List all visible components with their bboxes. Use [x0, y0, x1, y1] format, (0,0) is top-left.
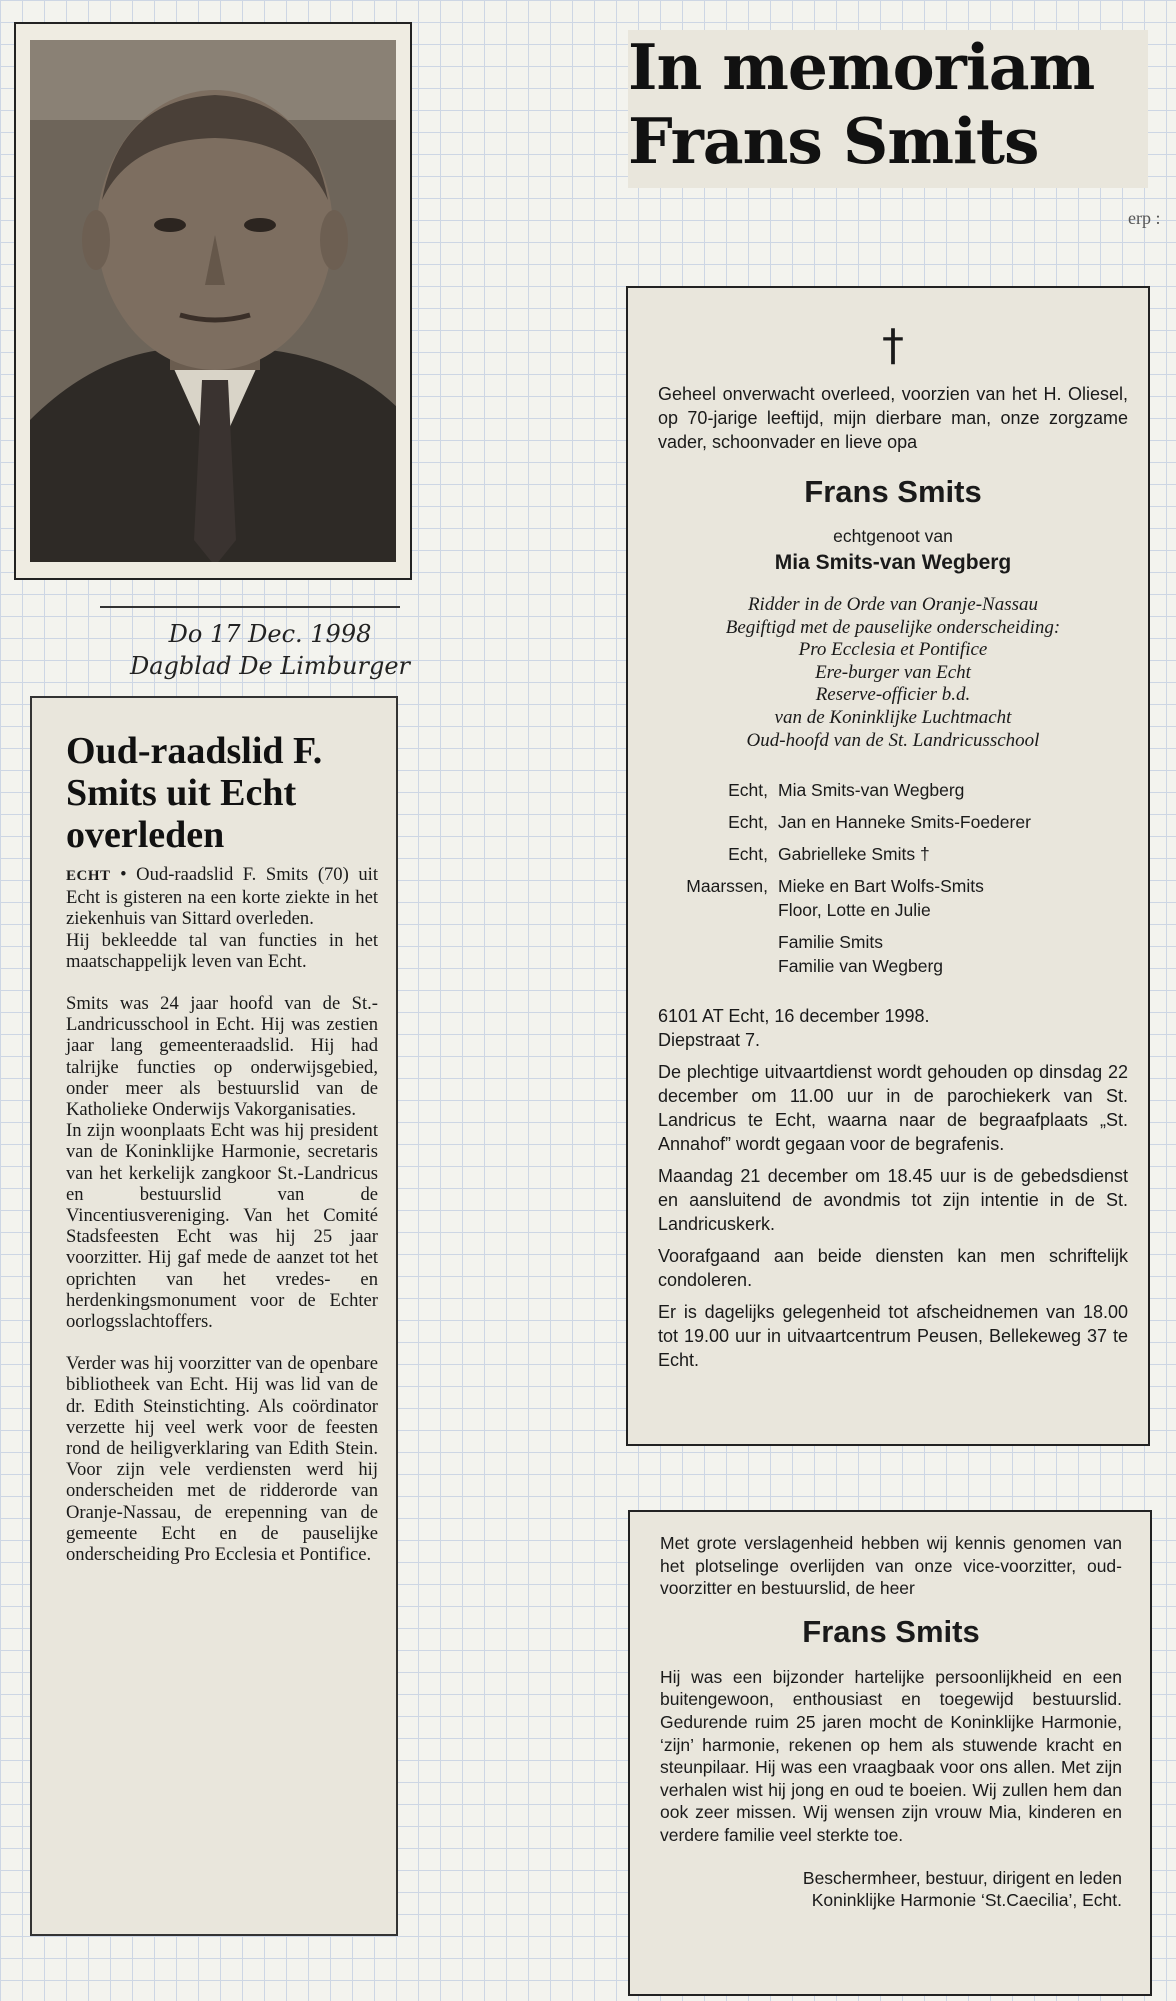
- article-paragraph: Verder was hij voorzitter van de openbare bibliotheek van Echt. Hij was lid van de dr. Edith Steinstichting. Als coördinator verzette hij veel werk voor de feesten rond de heiligverklaring van Edith Stein. Voor zijn vele verdiensten werd hij onderscheiden met de ridderorde van Oranje-Nassau, de erepenning van de gemeente Echt en de pauselijke onderscheiding Pro Ecclesia et Pontifice.: [66, 1353, 378, 1566]
- family-members: Familie Smits: [778, 932, 884, 953]
- notice-paragraph: Voorafgaand aan beide diensten kan men schriftelijk condoleren.: [658, 1246, 1128, 1291]
- address-line: 6101 AT Echt, 16 december 1998.: [658, 1006, 930, 1027]
- family-members: Familie van Wegberg: [778, 956, 944, 977]
- harmonie-body: Hij was een bijzonder hartelijke persoonlijkheid en een buitengewoon, enthousiast en toegewijd bestuurslid. Gedurende ruim 25 jaren mocht de Koninklijke Harmonie, ‘zijn’ harmonie, rekenen op hem als stuwende kracht en steunpilaar. Hij was een vraagbaak voor ons allen. Met zijn verhalen wist hij jong en oud te boeien. Wij zullen hem dan ook zeer missen. Wij wensen zijn vrouw Mia, kinderen en verdere familie veel sterkte toe.: [660, 1666, 1122, 1845]
- family-row: [658, 770, 1031, 802]
- portrait-photo-clipping: [14, 22, 412, 580]
- address-line: Diepstraat 7.: [658, 1030, 761, 1051]
- article-paragraph: Smits was 24 jaar hoofd van de St.-Landricusschool in Echt. Hij was zestien jaar lang gemeenteraadslid. Hij had talrijke functies op onderwijsgebied, onder meer als bestuurslid van de Katholieke Onderwijs Vakorganisaties.: [66, 993, 378, 1121]
- notice-paragraph: De plechtige uitvaartdienst wordt gehouden op dinsdag 22 december om 11.00 uur in de parochiekerk van St. Landricus te Echt, waarna naar de begraafplaats „St. Annahof” wordt gegaan voor de begrafenis.: [658, 1062, 1128, 1155]
- notice-paragraph: Er is dagelijks gelegenheid tot afscheidnemen van 18.00 tot 19.00 uur in uitvaartcentrum Peusen, Bellekeweg 37 te Echt.: [658, 1302, 1128, 1371]
- notice-address: [658, 1004, 1128, 1052]
- harmonie-signature: [660, 1867, 1122, 1912]
- notice-paragraph: Maandag 21 december om 18.45 uur is de gebedsdienst en aansluitend de avondmis tot zijn intentie in de St. Landricuskerk.: [658, 1166, 1128, 1235]
- honor-line: van de Koninklijke Luchtmacht: [774, 706, 1012, 728]
- harmonie-notice: [628, 1510, 1152, 1996]
- harmonie-intro: Met grote verslagenheid hebben wij kennis genomen van het plotselinge overlijden van onze vice-voorzitter, oud-voorzitter en bestuurslid, de heer: [660, 1533, 1122, 1599]
- family-place: [658, 922, 778, 954]
- note-date: Do 17 Dec. 1998: [168, 620, 372, 648]
- family-members: Mia Smits-van Wegberg: [778, 780, 965, 801]
- article-paragraph: Hij bekleedde tal van functies in het maatschappelijk leven van Echt.: [66, 929, 378, 972]
- honor-line: Reserve-officier b.d.: [815, 684, 971, 706]
- article-paragraph: In zijn woonplaats Echt was hij president van de Koninklijke Harmonie, secretaris van het kerkelijk zangkoor St.-Landricus en bestuurslid van de Vincentiusvereniging. Van het Comité Stadsfeesten Echt was hij 25 jaar voorzitter. Hij gaf mede de aanzet tot het oprichten van het vredes- en herdenkingsmonument voor de Echter oorlogsslachtoffers.: [66, 1120, 378, 1333]
- family-place: Maarssen,: [686, 876, 768, 897]
- family-row: [658, 922, 1031, 954]
- signature-line: Beschermheer, bestuur, dirigent en leden: [802, 1867, 1122, 1888]
- cross-icon: †: [882, 320, 904, 371]
- article-dateline: ECHT: [66, 868, 111, 884]
- family-place: Echt,: [728, 812, 768, 833]
- family-members: Jan en Hanneke Smits-Foederer: [778, 812, 1031, 833]
- spouse-name: Mia Smits-van Wegberg: [774, 551, 1012, 574]
- family-place: [658, 898, 778, 922]
- margin-mark: erp :: [1128, 208, 1161, 228]
- note-source: Dagblad De Limburger: [129, 652, 411, 680]
- article-headline: Oud-raadslid F. Smits uit Echt overleden: [66, 730, 323, 856]
- note-rule: [100, 606, 400, 608]
- harmonie-name: Frans Smits: [802, 1613, 980, 1649]
- honor-line: Pro Ecclesia et Pontifice: [798, 639, 988, 661]
- memoriam-line-2: Frans Smits: [628, 104, 1039, 178]
- memoriam-line-1: In memoriam: [628, 30, 1095, 104]
- portrait-photo: [30, 40, 396, 562]
- family-row: [658, 802, 1031, 834]
- spouse-label: echtgenoot van: [833, 526, 953, 546]
- signature-line: Koninklijke Harmonie ‘St.Caecilia’, Echt.: [811, 1890, 1122, 1911]
- family-place: Echt,: [728, 844, 768, 865]
- honors-list: [658, 594, 1128, 752]
- family-list: [658, 770, 1031, 978]
- newspaper-article: [30, 696, 398, 1936]
- honor-line: Ere-burger van Echt: [815, 661, 971, 683]
- in-memoriam-headline: [628, 30, 1148, 188]
- notice-name: Frans Smits: [804, 474, 982, 509]
- notice-intro: Geheel onverwacht overleed, voorzien van het H. Oliesel, op 70-jarige leeftijd, mijn dierbare man, onze zorgzame vader, schoonvader en lieve opa: [658, 384, 1128, 452]
- family-row: [658, 954, 1031, 978]
- handwritten-note: [120, 618, 420, 682]
- family-place: [658, 954, 778, 978]
- family-row: [658, 898, 1031, 922]
- family-row: [658, 866, 1031, 898]
- family-row: [658, 834, 1031, 866]
- honor-line: Begiftigd met de pauselijke onderscheiding:: [725, 616, 1061, 638]
- family-members: Mieke en Bart Wolfs-Smits: [778, 876, 984, 897]
- honor-line: Ridder in de Orde van Oranje-Nassau: [747, 594, 1039, 615]
- death-notice: [626, 286, 1150, 1446]
- family-members: Floor, Lotte en Julie: [778, 900, 931, 921]
- article-paragraph: ECHT • Oud-raadslid F. Smits (70) uit Echt is gisteren na een korte ziekte in het ziekenhuis van Sittard overleden.: [66, 864, 378, 930]
- honor-line: Oud-hoofd van de St. Landricusschool: [746, 729, 1040, 751]
- family-members: Gabrielleke Smits †: [778, 844, 930, 865]
- portrait-photo-icon: [30, 40, 396, 562]
- family-place: Echt,: [728, 780, 768, 801]
